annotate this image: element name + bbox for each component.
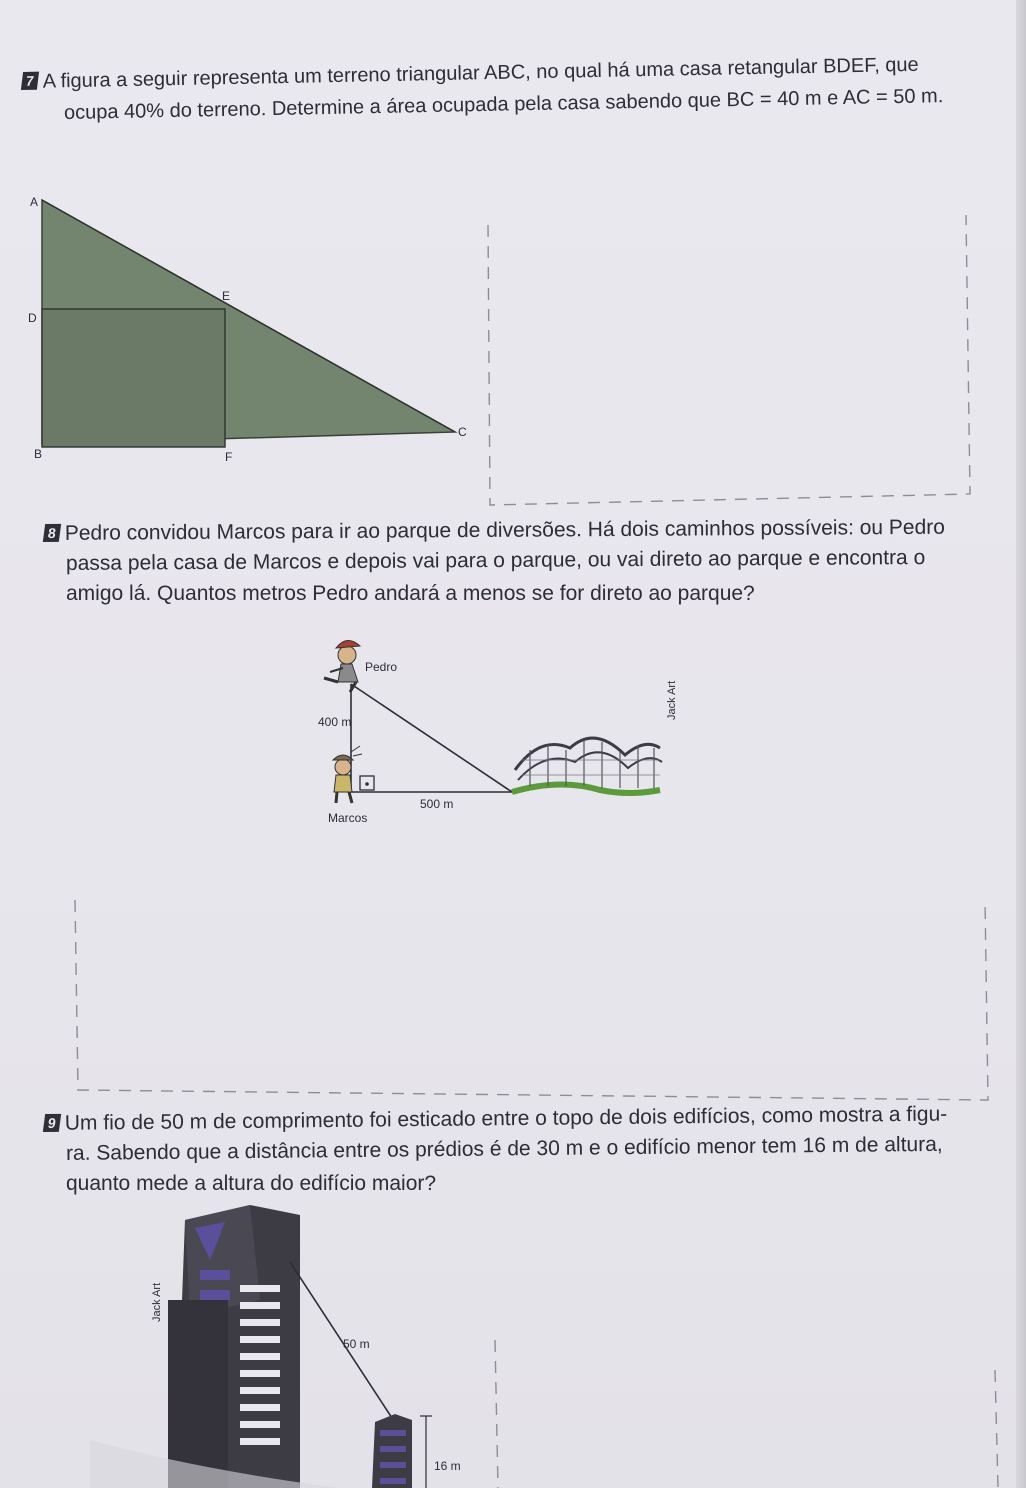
- question-7-line-2: ocupa 40% do terreno. Determine a área ocupada pela casa sabendo que BC = 40 m e AC = 50 m.: [63, 85, 944, 124]
- question-8-line-3: amigo lá. Quantos metros Pedro andará a menos se for direto ao parque?: [66, 582, 755, 605]
- credit-q8: Jack Art: [666, 680, 678, 720]
- question-9-line-2: ra. Sabendo que a distância entre os prédios é de 30 m e o edifício menor tem 16 m de altura,: [65, 1132, 943, 1165]
- vertex-C: C: [458, 425, 467, 439]
- small-building-height-label: 16 m: [434, 1459, 461, 1473]
- vertical-distance-label: 400 m: [318, 715, 352, 729]
- vertex-D: D: [28, 311, 37, 325]
- horizontal-distance-label: 500 m: [420, 797, 454, 811]
- credit-q9: Jack Art: [151, 1282, 163, 1322]
- question-7-line-1: A figura a seguir representa um terreno triangular ABC, no qual há uma casa retangular BDEF, que: [42, 53, 919, 93]
- question-9-line-1: Um fio de 50 m de comprimento foi esticado entre o topo de dois edifícios, como mostra a figu-: [64, 1102, 948, 1135]
- vertex-E: E: [222, 289, 231, 303]
- question-7-number: 7: [21, 72, 39, 90]
- marcos-label: Marcos: [328, 811, 368, 825]
- vertex-F: F: [225, 450, 233, 464]
- vertex-B: B: [34, 447, 43, 461]
- wire-line: [290, 1262, 392, 1418]
- vertex-A: A: [30, 195, 39, 209]
- question-9-line-3: quanto mede a altura do edifício maior?: [66, 1172, 437, 1195]
- question-8-line-1: Pedro convidou Marcos para ir ao parque de diversões. Há dois caminhos possíveis: ou Pedro: [64, 515, 946, 545]
- question-9-number: 9: [43, 1114, 61, 1132]
- question-8-line-2: passa pela casa de Marcos e depois vai para o parque, ou vai direto ao parque e encontra o: [65, 546, 926, 575]
- pedro-label: Pedro: [365, 660, 398, 674]
- wire-length-label: 50 m: [343, 1337, 370, 1351]
- small-building: [372, 1414, 412, 1488]
- tall-building: [168, 1205, 300, 1488]
- question-8-number: 8: [43, 524, 61, 542]
